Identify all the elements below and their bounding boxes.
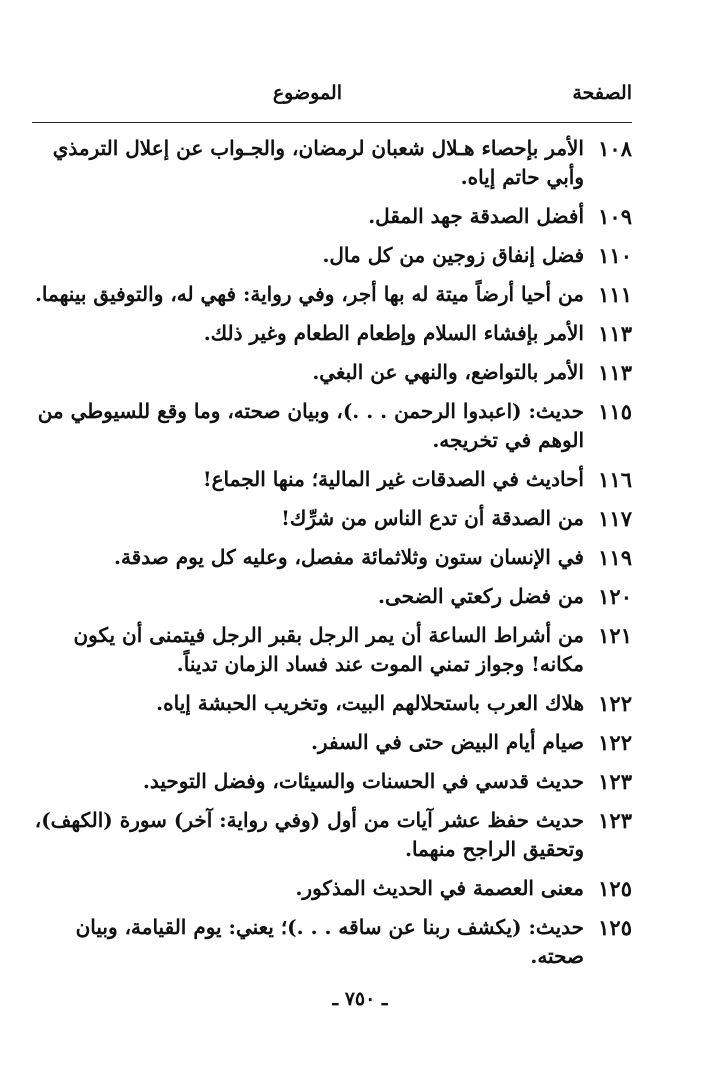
entry-topic: من الصدقة أن تدع الناس من شرِّك! — [281, 506, 584, 530]
index-entry — [32, 806, 632, 864]
index-entry — [32, 913, 632, 971]
index-entry — [32, 202, 632, 231]
index-entry — [32, 504, 632, 533]
entry-page-number: ١١٣ — [598, 360, 632, 385]
entry-page-number: ١٠٨ — [598, 136, 632, 161]
index-entry — [32, 397, 632, 455]
entry-topic: فضل إنفاق زوجين من كل مال. — [322, 243, 584, 267]
page-number: ـ ٧٥٠ ـ — [332, 988, 388, 1010]
entry-page-number: ١٢٢ — [598, 730, 632, 755]
entry-page-number: ١١٥ — [598, 399, 632, 424]
entry-page-number: ١٢٥ — [598, 915, 632, 940]
entry-page-number: ١٠٩ — [598, 204, 632, 229]
entry-topic: أحاديث في الصدقات غير المالية؛ منها الجماع! — [202, 467, 584, 491]
entry-topic: الأمر بالتواضع، والنهي عن البغي. — [312, 360, 584, 384]
page-column-label: الصفحة — [572, 82, 632, 104]
index-entry — [32, 874, 632, 903]
entry-topic: معنى العصمة في الحديث المذكور. — [295, 876, 584, 900]
entry-topic: أفضل الصدقة جهد المقل. — [368, 204, 584, 228]
index-entry — [32, 134, 632, 192]
entry-topic: هلاك العرب باستحلالهم البيت، وتخريب الحبشة إياه. — [156, 691, 584, 715]
entry-page-number: ١١٩ — [598, 545, 632, 570]
entry-page-number: ١٢٥ — [598, 876, 632, 901]
entry-topic: حديث قدسي في الحسنات والسيئات، وفضل التوحيد. — [142, 769, 584, 793]
index-entry — [32, 280, 632, 309]
entry-topic: من أحيا أرضاً ميتة له بها أجر، وفي رواية: فهي له، والتوفيق بينهما. — [34, 282, 584, 306]
entry-page-number: ١١٠ — [598, 243, 632, 268]
index-entry — [32, 319, 632, 348]
entry-page-number: ١٢١ — [598, 623, 632, 648]
header-divider — [32, 122, 632, 123]
entry-page-number: ١١٣ — [598, 321, 632, 346]
entry-topic: حديث: (اعبدوا الرحمن . . .)، وبيان صحته، وما وقع للسيوطي من الوهم في تخريجه. — [37, 399, 584, 452]
index-entries — [32, 134, 632, 981]
index-entry — [32, 241, 632, 270]
entry-topic: من أشراط الساعة أن يمر الرجل بقبر الرجل فيتمنى أن يكون مكانه! وجواز تمني الموت عند فساد الزمان تديناً. — [73, 623, 584, 676]
entry-topic: الأمر بإفشاء السلام وإطعام الطعام وغير ذلك. — [203, 321, 584, 345]
index-entry — [32, 621, 632, 679]
entry-page-number: ١١٧ — [598, 506, 632, 531]
index-header — [32, 82, 632, 110]
entry-topic: حديث حفظ عشر آيات من أول (وفي رواية: آخر) سورة (الكهف)، وتحقيق الراجح منهما. — [34, 808, 584, 861]
index-entry — [32, 767, 632, 796]
entry-page-number: ١٢٢ — [598, 691, 632, 716]
entry-topic: الأمر بإحصاء هـلال شعبان لرمضان، والجـواب عن إعلال الترمذي وأبي حاتم إياه. — [52, 136, 584, 189]
entry-topic: في الإنسان ستون وثلاثمائة مفصل، وعليه كل يوم صدقة. — [114, 545, 584, 569]
entry-page-number: ١٢٣ — [598, 769, 632, 794]
index-entry — [32, 543, 632, 572]
entry-topic: من فضل ركعتي الضحى. — [378, 584, 584, 608]
index-entry — [32, 582, 632, 611]
index-entry — [32, 358, 632, 387]
entry-page-number: ١٢٣ — [598, 808, 632, 833]
index-entry — [32, 728, 632, 757]
index-entry — [32, 465, 632, 494]
entry-page-number: ١١١ — [598, 282, 632, 307]
entry-topic: صيام أيام البيض حتى في السفر. — [310, 730, 584, 754]
entry-page-number: ١٢٠ — [598, 584, 632, 609]
entry-topic: حديث: (يكشف ربنا عن ساقه . . .)؛ يعني: يوم القيامة، وبيان صحته. — [75, 915, 584, 968]
topic-column-label: الموضوع — [272, 82, 342, 104]
index-entry — [32, 689, 632, 718]
entry-page-number: ١١٦ — [598, 467, 632, 492]
